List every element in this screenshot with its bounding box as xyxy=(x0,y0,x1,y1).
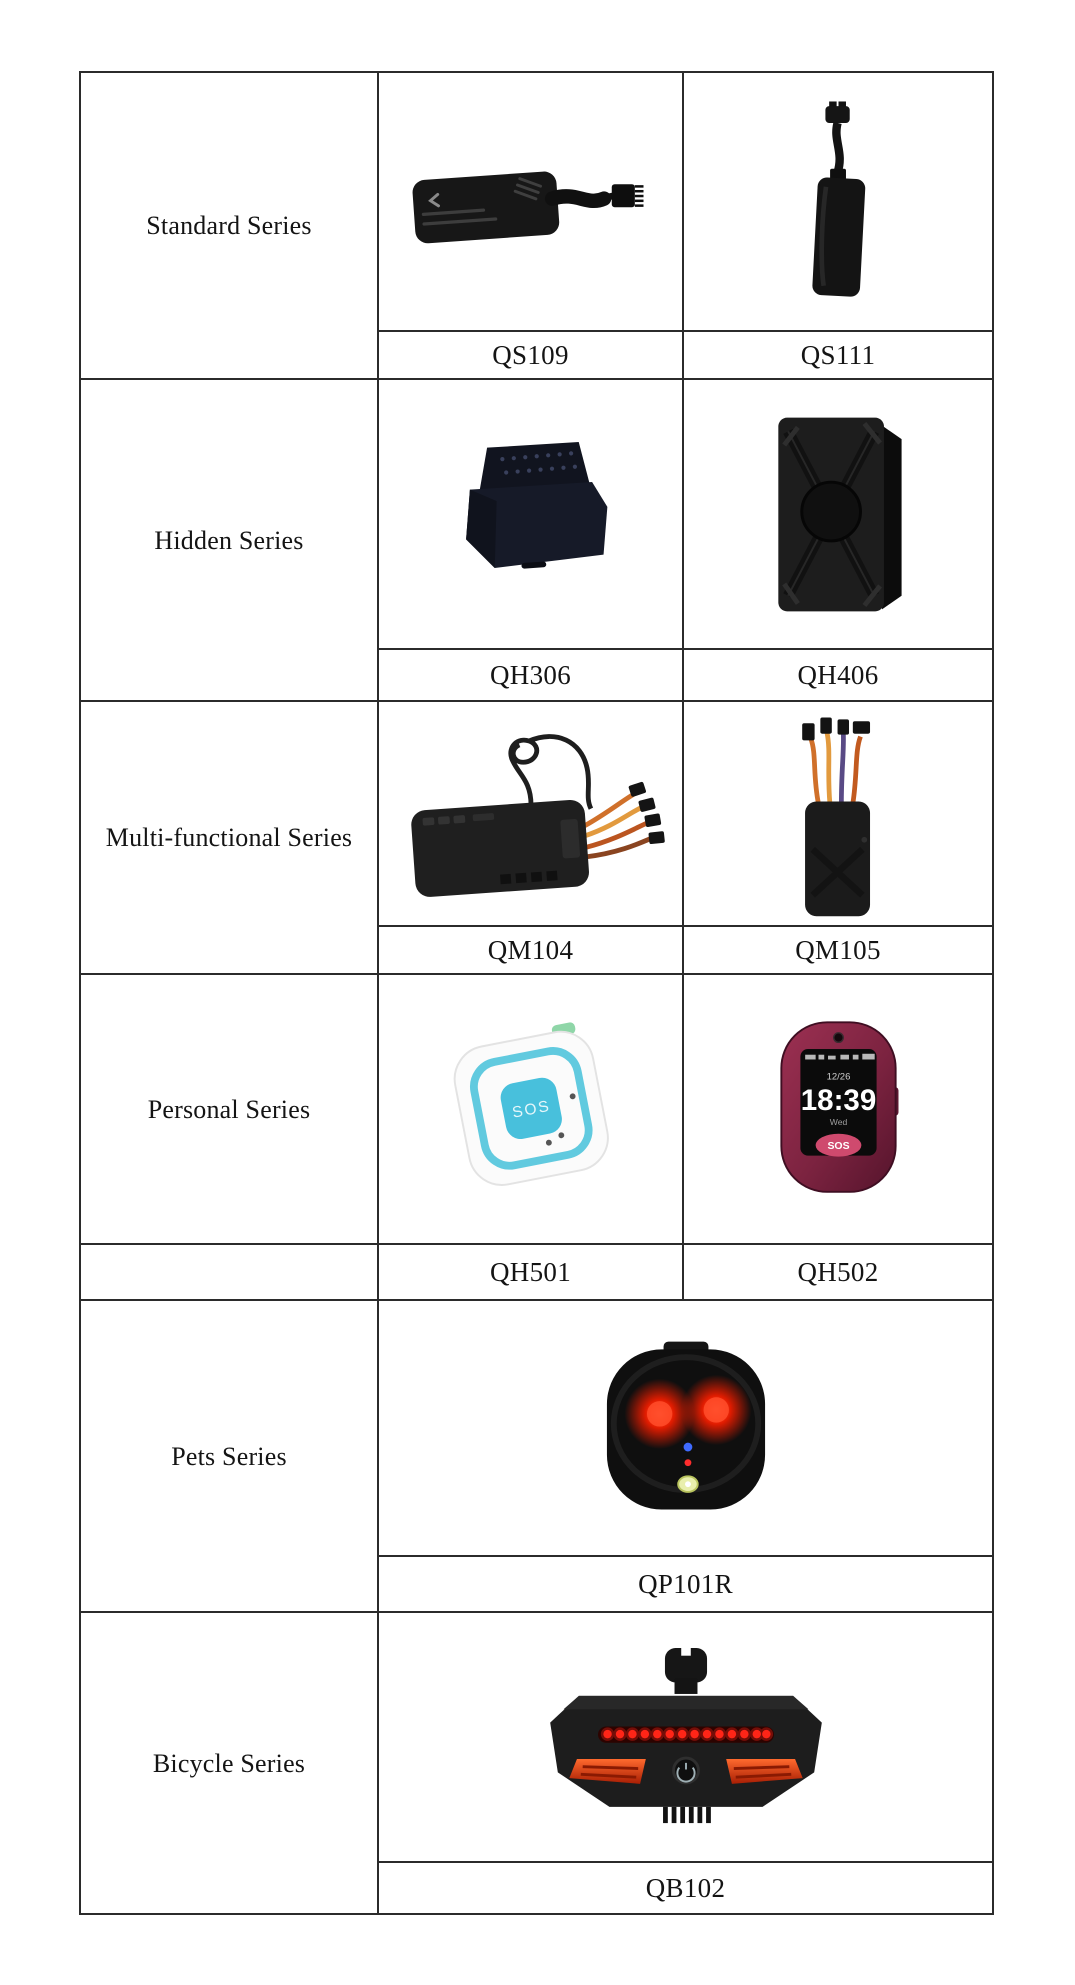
product-image-cell-qb102 xyxy=(378,1612,993,1862)
screen-day: Wed xyxy=(829,1117,847,1128)
model-caption-qs109: QS109 xyxy=(378,331,683,379)
product-image-qh501 xyxy=(428,1012,633,1207)
product-image-cell-qh502 xyxy=(683,974,993,1244)
product-series-table xyxy=(79,71,994,1915)
series-cell-pets: Pets Series xyxy=(80,1300,378,1612)
screen-time: 18:39 xyxy=(800,1083,876,1117)
product-image-qs111 xyxy=(781,94,896,309)
product-image-qh502 xyxy=(751,1009,926,1209)
series-cell-bicycle: Bicycle Series xyxy=(80,1612,378,1914)
product-image-qh306 xyxy=(426,417,636,612)
product-image-qp101r xyxy=(561,1326,811,1531)
product-image-qm104 xyxy=(386,711,676,916)
product-image-cell-qh501 xyxy=(378,974,683,1244)
bottom-fins xyxy=(663,1807,711,1823)
model-caption-qp101r: QP101R xyxy=(378,1556,993,1612)
model-caption-qs111: QS111 xyxy=(683,331,993,379)
model-caption-qh501: QH501 xyxy=(378,1244,683,1300)
series-cell-hidden: Hidden Series xyxy=(80,379,378,701)
blue-led xyxy=(683,1442,692,1451)
product-image-qs109 xyxy=(406,139,656,264)
model-caption-qh406: QH406 xyxy=(683,649,993,701)
small-red-led xyxy=(684,1459,691,1466)
camera-lens xyxy=(833,1033,843,1043)
model-caption-qh306: QH306 xyxy=(378,649,683,701)
product-image-cell-qh406 xyxy=(683,379,993,649)
product-image-cell-qm105 xyxy=(683,701,993,926)
product-image-cell-qs109 xyxy=(378,72,683,331)
series-cell-standard: Standard Series xyxy=(80,72,378,379)
product-image-cell-qh306 xyxy=(378,379,683,649)
model-caption-qb102: QB102 xyxy=(378,1862,993,1914)
model-caption-qm104: QM104 xyxy=(378,926,683,974)
product-image-cell-qp101r xyxy=(378,1300,993,1556)
screen-date: 12/26 xyxy=(826,1071,850,1083)
product-image-cell-qs111 xyxy=(683,72,993,331)
model-caption-qh502: QH502 xyxy=(683,1244,993,1300)
sos-button-label: SOS xyxy=(510,1097,553,1122)
product-image-qb102 xyxy=(521,1627,851,1847)
product-image-qm105 xyxy=(756,706,921,921)
product-image-qh406 xyxy=(753,402,923,627)
series-cell-multifunctional: Multi-functional Series xyxy=(80,701,378,974)
model-caption-qm105: QM105 xyxy=(683,926,993,974)
series-cell-personal: Personal Series xyxy=(80,974,378,1244)
empty-cell xyxy=(80,1244,378,1300)
sos-pill-label: SOS xyxy=(826,1141,850,1152)
product-image-cell-qm104 xyxy=(378,701,683,926)
